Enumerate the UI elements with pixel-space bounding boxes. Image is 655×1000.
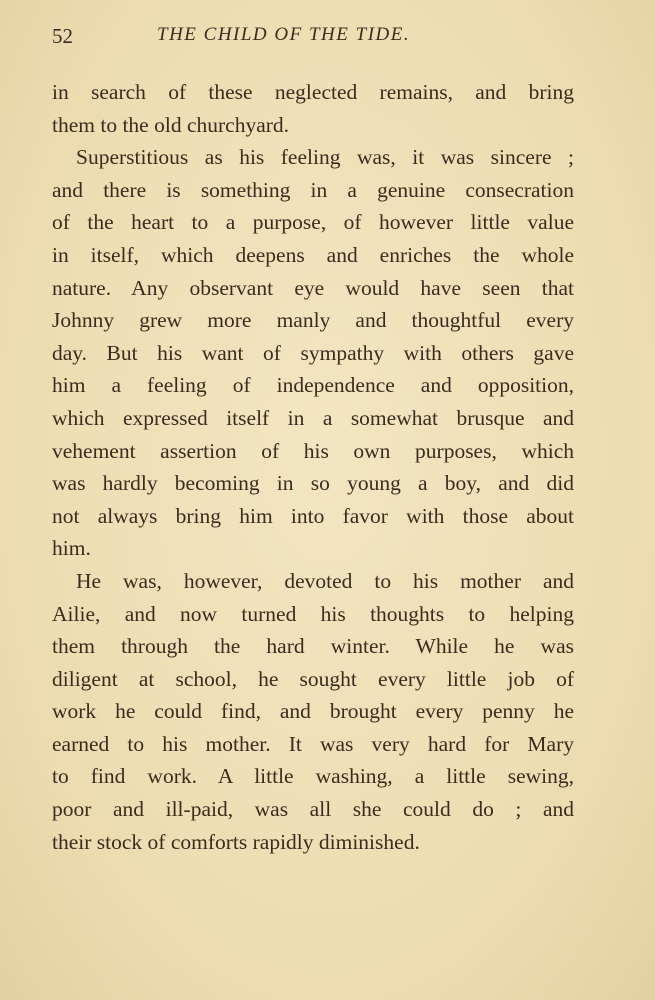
text-line: them through the hard winter. While he was: [52, 634, 574, 659]
page-number: 52: [52, 24, 73, 48]
text-line: him a feeling of independence and opposition,: [52, 373, 574, 398]
text-line: their stock of comforts rapidly diminished.: [52, 829, 420, 854]
text-line: Ailie, and now turned his thoughts to helping: [52, 601, 574, 626]
text-line: was hardly becoming in so young a boy, and did: [52, 471, 574, 496]
text-line: him.: [52, 536, 91, 561]
text-line: Superstitious as his feeling was, it was sincere ;: [76, 145, 574, 170]
text-line: not always bring him into favor with those about: [52, 503, 574, 528]
text-line: them to the old churchyard.: [52, 112, 290, 137]
text-line: and there is something in a genuine consecration: [52, 177, 574, 202]
text-line: diligent at school, he sought every little job of: [52, 666, 574, 691]
running-title: THE CHILD OF THE TIDE.: [157, 24, 411, 45]
text-line: nature. Any observant eye would have seen that: [52, 275, 574, 300]
text-line: which expressed itself in a somewhat brusque and: [52, 405, 574, 430]
text-line: earned to his mother. It was very hard for Mary: [52, 731, 574, 756]
text-line: work he could find, and brought every penny he: [52, 699, 574, 724]
text-line: in search of these neglected remains, and bring: [52, 80, 574, 104]
text-line: He was, however, devoted to his mother and: [76, 568, 574, 593]
text-line: in itself, which deepens and enriches the whole: [52, 242, 574, 267]
text-line: poor and ill-paid, was all she could do ; and: [52, 797, 574, 822]
text-line: vehement assertion of his own purposes, which: [52, 438, 574, 463]
text-line: to find work. A little washing, a little sewing,: [52, 764, 574, 789]
text-line: Johnny grew more manly and thoughtful every: [52, 308, 574, 333]
page-header: [52, 22, 574, 52]
text-line: of the heart to a purpose, of however little value: [52, 210, 574, 235]
text-line: day. But his want of sympathy with others gave: [52, 340, 574, 365]
page-body-text: [52, 76, 574, 858]
